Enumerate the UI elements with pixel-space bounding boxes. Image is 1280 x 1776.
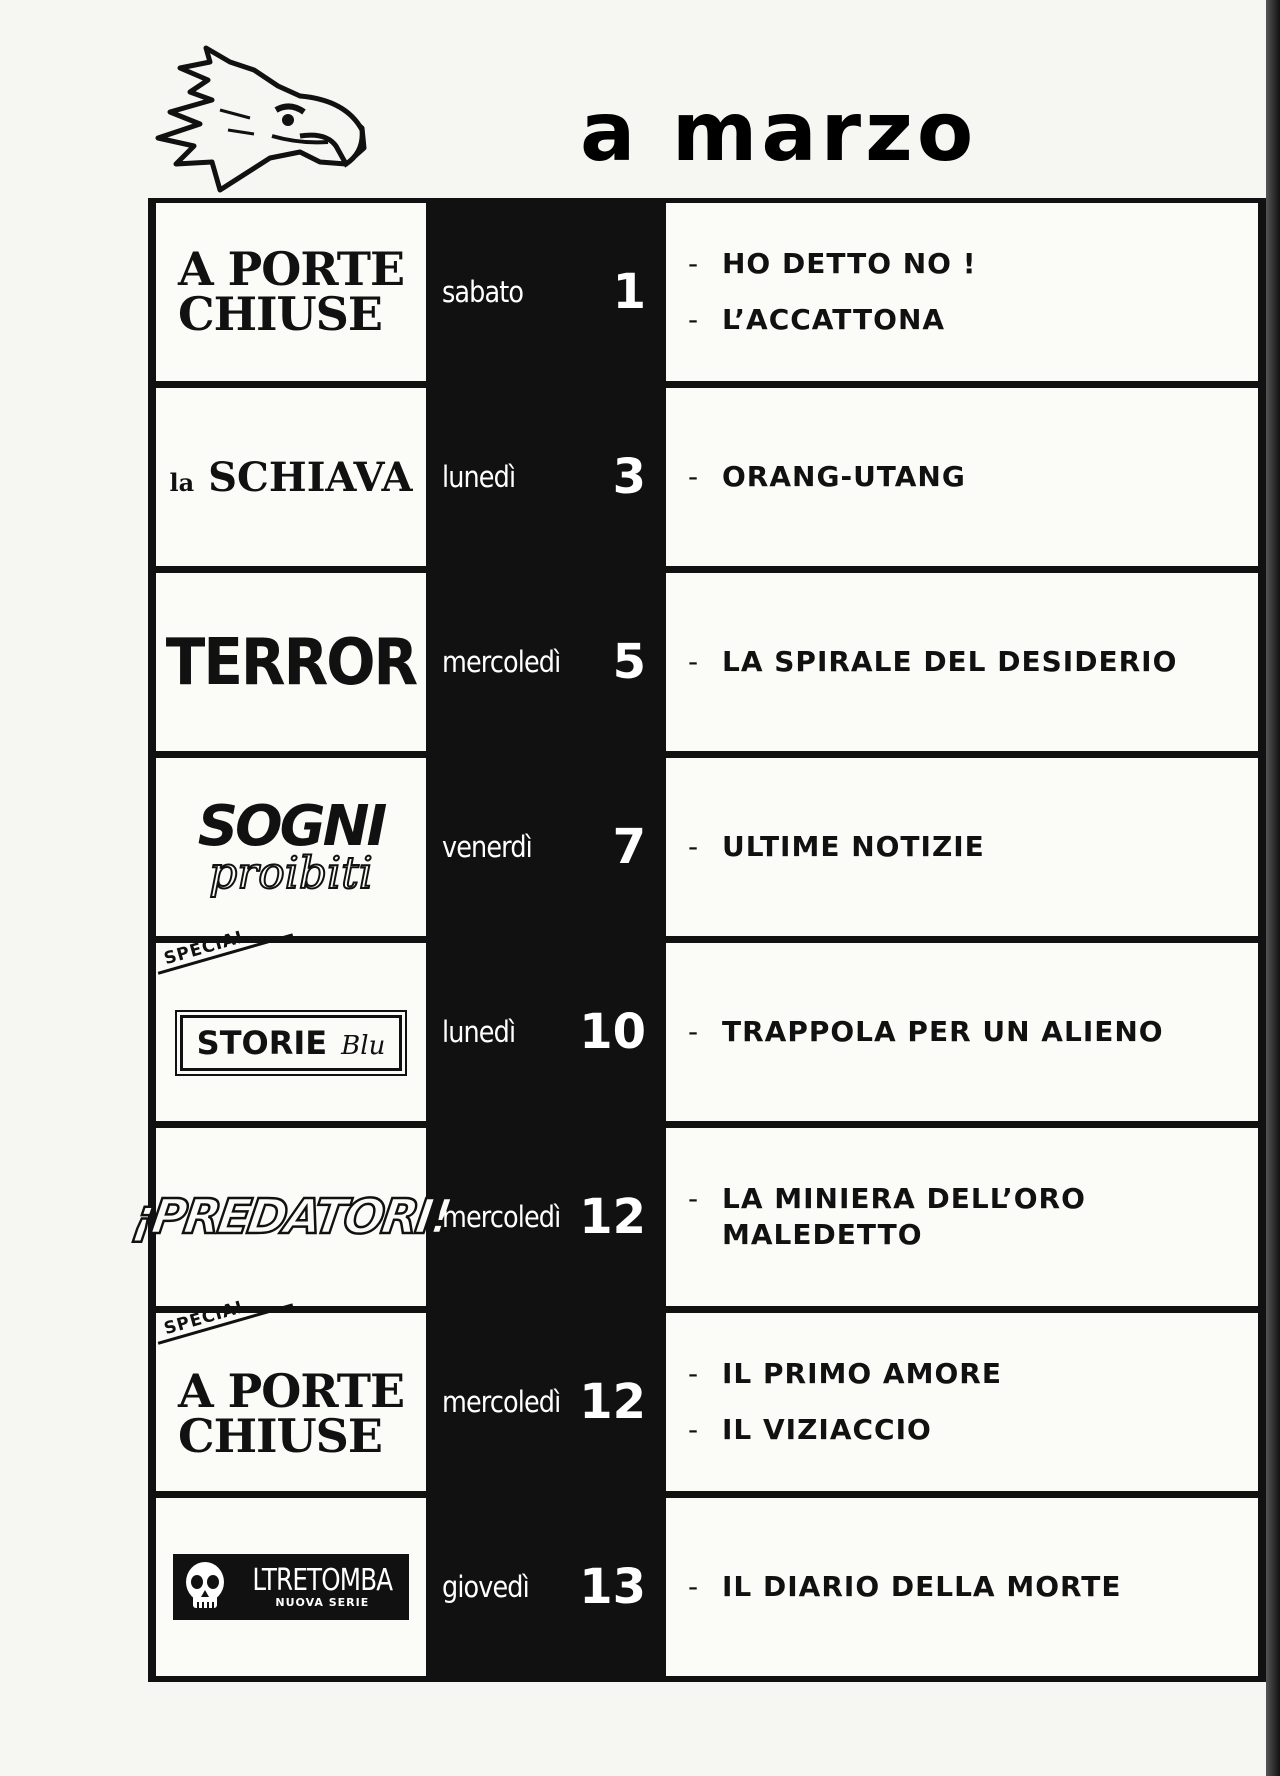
date-number: 3 [612,449,646,505]
series-logo [156,926,426,1121]
weekday: mercoledì [442,1385,561,1419]
release-day [426,1313,666,1491]
story-titles [666,943,1258,1121]
schedule-row [148,388,1266,566]
story-titles [666,1128,1258,1306]
date-number: 13 [579,1559,646,1615]
weekday: sabato [442,275,524,309]
special-badge: SPECIAL [150,1276,293,1344]
series-logo [156,203,426,381]
schedule-row [148,758,1266,936]
release-day [426,943,666,1121]
logo-terror: TERROR [165,624,417,700]
story-titles [666,573,1258,751]
story-title: - ORANG-UTANG [688,459,966,493]
schedule-row [128,1128,1266,1306]
logo-a-porte-chiuse: A PORTE CHIUSE [177,241,405,341]
series-logo [156,573,426,751]
story-title: - ULTIME NOTIZIE [688,829,985,863]
logo-la-schiava: la SCHIAVA [169,453,413,501]
schedule-row [148,926,1266,1121]
story-titles [666,203,1258,381]
logo-sogni-proibiti: SOGNI proibiti [197,793,385,899]
story-title: - HO DETTO NO ! [688,246,977,280]
logo-predatori: ¡PREDATORI! [128,1189,454,1245]
schedule-row [148,203,1266,381]
logo-oltretomba: LTRETOMBA NUOVA SERIE [173,1554,409,1620]
date-number: 5 [612,634,646,690]
story-title: - LA SPIRALE DEL DESIDERIO [688,644,1178,678]
release-schedule-table [128,198,1266,1682]
story-title: - IL VIZIACCIO [688,1413,932,1446]
eagle-head-icon [150,40,380,200]
story-titles [666,758,1258,936]
special-badge: SPECIAL [150,906,293,974]
release-day [426,388,666,566]
weekday: venerdì [442,830,532,864]
release-day [426,1498,666,1676]
story-titles [666,1498,1258,1676]
release-day [426,1128,666,1306]
release-day [426,573,666,751]
weekday: lunedì [442,460,516,494]
weekday: mercoledì [442,1200,561,1234]
weekday: giovedì [442,1570,529,1604]
page-edge-shadow [1266,0,1280,1776]
series-logo [128,1128,454,1306]
date-number: 10 [579,1004,646,1060]
release-day [426,203,666,381]
story-title: - L’ACCATTONA [688,303,946,336]
skull-icon [181,1560,229,1614]
series-logo [156,758,426,936]
story-title: - TRAPPOLA PER UN ALIENO [688,1014,1164,1048]
weekday: lunedì [442,1015,516,1049]
logo-storie-blu: STORIE Blu [180,1015,403,1071]
weekday: mercoledì [442,645,561,679]
date-number: 12 [579,1374,646,1430]
series-logo [156,1296,426,1491]
date-number: 1 [612,264,646,320]
series-logo [156,388,426,566]
story-titles [666,1313,1258,1491]
story-title: - IL DIARIO DELLA MORTE [688,1569,1122,1603]
story-title: - IL PRIMO AMORE [688,1356,1002,1390]
schedule-row [148,573,1266,751]
logo-a-porte-chiuse: A PORTE CHIUSE [177,1363,405,1463]
schedule-row [148,1498,1266,1676]
date-number: 7 [612,819,646,875]
schedule-row [148,1296,1266,1491]
page-title: a marzo [580,85,978,180]
story-title: - LA MINIERA DELL’ORO MALEDETTO [688,1181,1086,1251]
story-titles [666,388,1258,566]
date-number: 12 [579,1189,646,1245]
series-logo [156,1498,426,1676]
release-day [426,758,666,936]
